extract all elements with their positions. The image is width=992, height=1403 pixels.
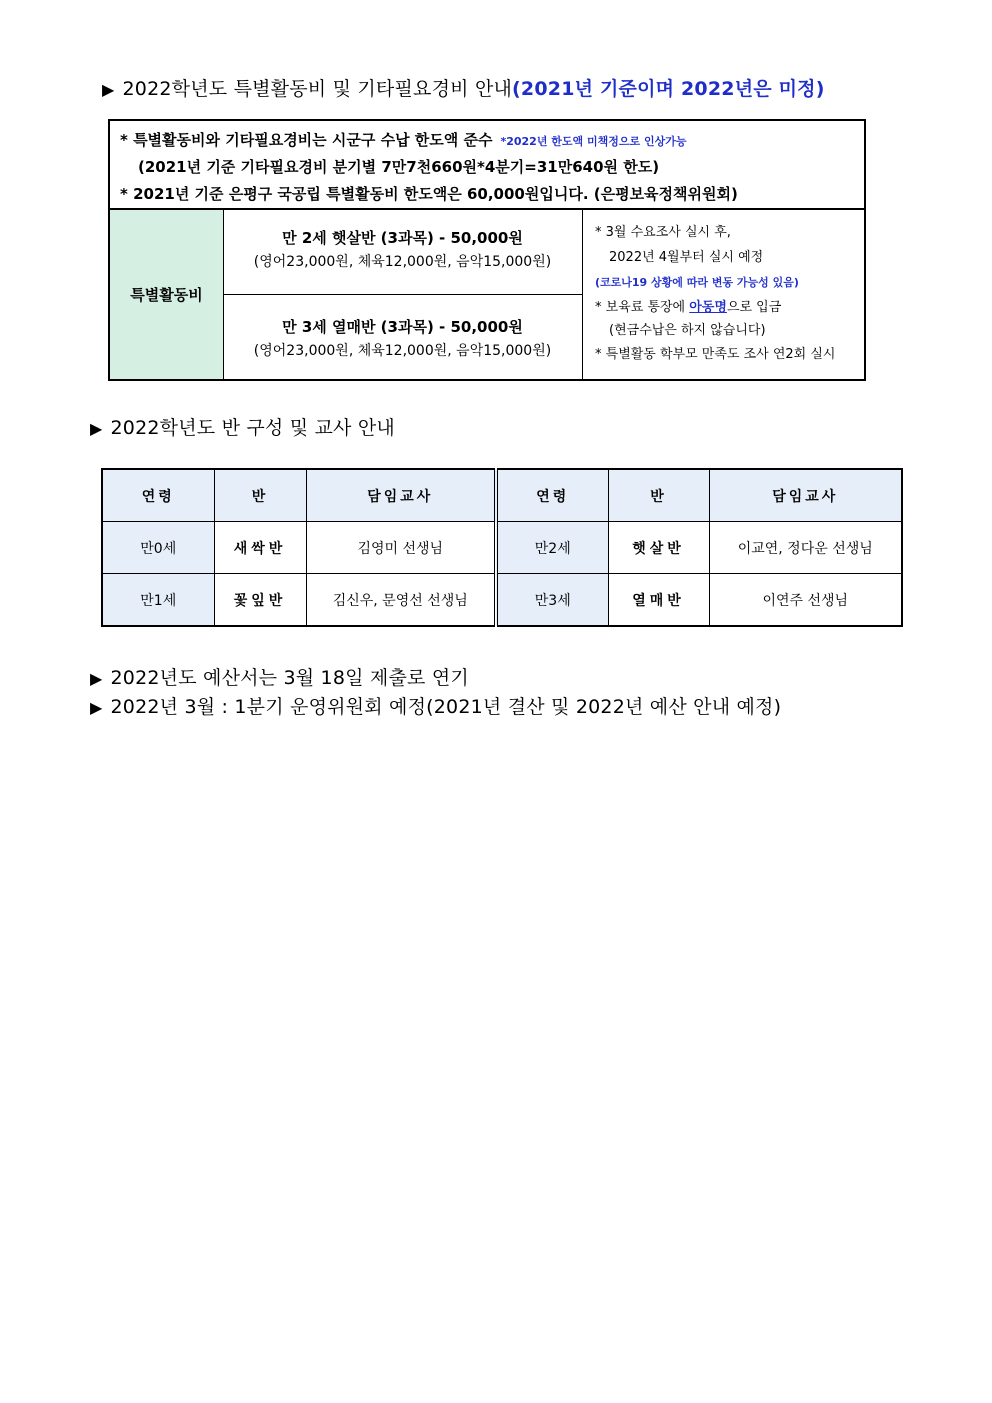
table-header-row	[102, 469, 902, 522]
fee-class-sunshine	[223, 210, 583, 295]
header-class: 반	[214, 469, 306, 522]
class-table	[101, 468, 903, 627]
teacher-cell: 김영미 선생님	[306, 522, 496, 574]
right-note-highlight: 아동명	[689, 300, 727, 315]
age-cell: 만0세	[102, 522, 214, 574]
fee-class-name: 만 2세 햇살반 (3과목) - 50,000원	[282, 229, 523, 247]
fee-notes	[110, 121, 864, 210]
teacher-cell: 이연주 선생님	[709, 574, 902, 627]
header-teacher: 담임교사	[306, 469, 496, 522]
header-teacher: 담임교사	[709, 469, 902, 522]
section2-heading: ▶ 2022학년도 반 구성 및 교사 안내	[90, 417, 395, 439]
section1-heading-highlight: (2021년 기준이며 2022년은 미정)	[512, 78, 825, 100]
teacher-cell: 이교연, 정다운 선생님	[709, 522, 902, 574]
fee-note-line1: * 특별활동비와 기타필요경비는 시군구 수납 한도액 준수 *2022년 한도액 미책정으로 인상가능	[120, 131, 687, 149]
triangle-right-icon: ▶	[90, 698, 103, 717]
bullet-committee-schedule: ▶ 2022년 3월 : 1분기 운영위원회 예정(2021년 결산 및 2022년 예산 안내 예정)	[90, 696, 782, 718]
right-note-3: (코로나19 상황에 따라 변동 가능성 있음)	[595, 276, 799, 289]
triangle-right-icon: ▶	[90, 419, 103, 438]
bullet-budget-delay: ▶ 2022년도 예산서는 3월 18일 제출로 연기	[90, 667, 469, 689]
triangle-right-icon: ▶	[90, 669, 103, 688]
table-row	[102, 574, 902, 627]
right-note-1: * 3월 수요조사 실시 후,	[595, 225, 731, 240]
class-cell: 햇살반	[608, 522, 709, 574]
fee-row-label: 특별활동비	[110, 210, 224, 379]
fee-note-line3: * 2021년 기준 은평구 국공립 특별활동비 한도액은 60,000원입니다. (은평보육정책위원회)	[120, 185, 738, 203]
fee-box	[108, 119, 866, 381]
right-note-4: * 보육료 통장에 아동명으로 입금	[595, 300, 782, 315]
fee-class-detail: (영어23,000원, 체육12,000원, 음악15,000원)	[253, 254, 552, 270]
right-note-5: (현금수납은 하지 않습니다)	[609, 323, 766, 338]
right-note-6: * 특별활동 학부모 만족도 조사 연2회 실시	[595, 347, 836, 362]
class-cell: 새싹반	[214, 522, 306, 574]
fee-class-detail: (영어23,000원, 체육12,000원, 음악15,000원)	[253, 343, 552, 359]
class-cell: 꽃잎반	[214, 574, 306, 627]
fee-note-small: *2022년 한도액 미책정으로 인상가능	[500, 135, 687, 148]
triangle-right-icon: ▶	[102, 80, 115, 99]
fee-right-notes	[583, 210, 864, 379]
class-cell: 열매반	[608, 574, 709, 627]
age-cell: 만2세	[496, 522, 608, 574]
teacher-cell: 김신우, 문영선 선생님	[306, 574, 496, 627]
age-cell: 만3세	[496, 574, 608, 627]
right-note-2: 2022년 4월부터 실시 예정	[609, 250, 764, 265]
fee-note-line2: (2021년 기준 기타필요경비 분기별 7만7천660원*4분기=31만640원 한도)	[138, 158, 660, 176]
table-row	[102, 522, 902, 574]
header-age: 연령	[496, 469, 608, 522]
header-age: 연령	[102, 469, 214, 522]
header-class: 반	[608, 469, 709, 522]
age-cell: 만1세	[102, 574, 214, 627]
section1-heading: ▶ 2022학년도 특별활동비 및 기타필요경비 안내(2021년 기준이며 2022년은 미정)	[102, 78, 825, 100]
fee-class-fruit	[223, 295, 583, 379]
fee-class-name: 만 3세 열매반 (3과목) - 50,000원	[282, 318, 523, 336]
